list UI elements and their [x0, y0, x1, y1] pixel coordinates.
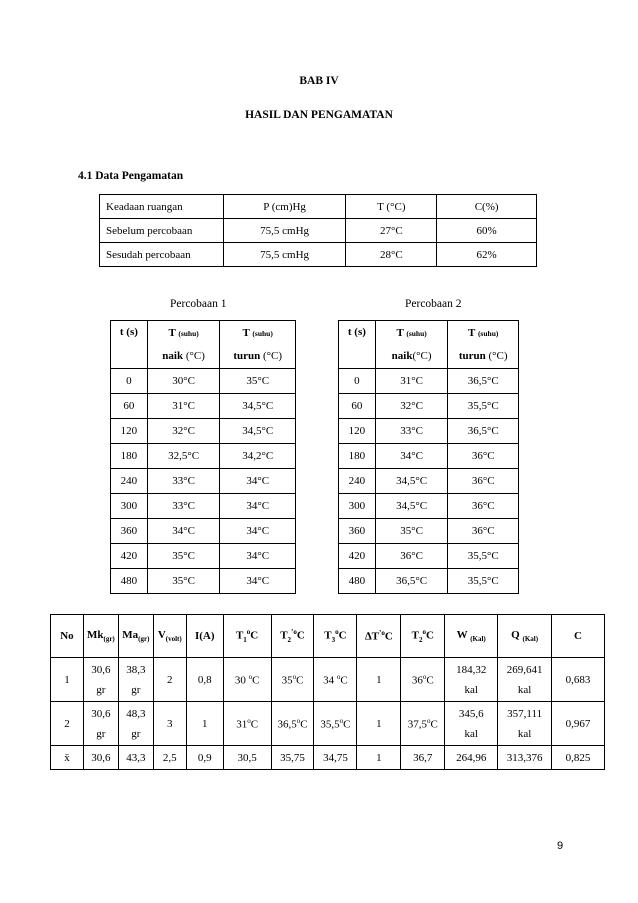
table-cell: 420 [339, 544, 376, 569]
table-cell: 34,5°C [375, 469, 448, 494]
average-cell: 313,376 [498, 746, 552, 770]
no-cell: 1 [51, 658, 84, 702]
t1-header: $T_1^oC$ [223, 615, 271, 658]
t2-cell: 37,5$^o$C [401, 702, 445, 746]
average-cell: 35,75 [271, 746, 314, 770]
table-header-row [51, 615, 605, 658]
time-header: t (s) [111, 321, 148, 369]
q-cell: 357,111 kal [498, 702, 552, 746]
table-row [111, 494, 296, 519]
table-cell: 35°C [375, 519, 448, 544]
temp-turun-header: T (suhu) turun (°C) [448, 321, 519, 369]
t3-cell: 34 $^o$C [314, 658, 357, 702]
average-cell: 0,9 [186, 746, 223, 770]
table-row [111, 519, 296, 544]
page-number: 9 [557, 840, 564, 852]
temp-turun-header: T (suhu) turun (°C) [220, 321, 296, 369]
table-cell: 36°C [448, 444, 519, 469]
table-cell: 31°C [375, 369, 448, 394]
mk-header: $Mk_{(gr)}$ [83, 615, 118, 658]
average-cell: 264,96 [445, 746, 498, 770]
table-cell: 0 [111, 369, 148, 394]
table-cell: 34°C [220, 469, 296, 494]
table-cell: 120 [111, 419, 148, 444]
i-header: I(A) [186, 615, 223, 658]
table-cell: 60 [111, 394, 148, 419]
table-cell: 36,5°C [375, 569, 448, 594]
table-cell: 480 [111, 569, 148, 594]
i-cell: 0,8 [186, 658, 223, 702]
calculation-table [50, 614, 605, 770]
table-cell: 360 [339, 519, 376, 544]
average-cell: 0,825 [552, 746, 605, 770]
table-header-cell: T (°C) [346, 195, 437, 219]
c-header: C [552, 615, 605, 658]
table-cell: 32°C [147, 419, 220, 444]
table-cell: 34°C [220, 519, 296, 544]
table-cell: 75,5 cmHg [223, 219, 346, 243]
table-row [100, 195, 537, 219]
conditions-table [99, 194, 537, 267]
table-cell: 30°C [147, 369, 220, 394]
percobaan-2-title: Percobaan 2 [405, 298, 462, 310]
table-cell: 36,5°C [448, 419, 519, 444]
w-cell: 184,32 kal [445, 658, 498, 702]
ma-cell: 38,3 gr [118, 658, 153, 702]
average-cell: 36,7 [401, 746, 445, 770]
table-row [111, 569, 296, 594]
table-row [111, 369, 296, 394]
table-cell: 35,5°C [448, 394, 519, 419]
table-row [339, 569, 519, 594]
table-cell: 420 [111, 544, 148, 569]
no-header: No [51, 615, 84, 658]
table-cell: 180 [339, 444, 376, 469]
chapter-label: BAB IV [299, 75, 339, 87]
table-cell: 28°C [346, 243, 437, 267]
table-cell: 36°C [448, 519, 519, 544]
chapter-title: HASIL DAN PENGAMATAN [245, 109, 393, 121]
average-cell: 2,5 [153, 746, 186, 770]
no-cell: 2 [51, 702, 84, 746]
temp-naik-header: T (suhu) naik (°C) [147, 321, 220, 369]
table-row [339, 544, 519, 569]
mean-symbol: x̄ [51, 746, 84, 770]
v-header: $V_{(volt)}$ [153, 615, 186, 658]
t3-header: $T_3^oC$ [314, 615, 357, 658]
t2-cell: 36$^o$C [401, 658, 445, 702]
table-row [339, 494, 519, 519]
table-row [111, 544, 296, 569]
table-cell: 33°C [375, 419, 448, 444]
c-cell: 0,683 [552, 658, 605, 702]
table-row [339, 444, 519, 469]
table-cell: 300 [111, 494, 148, 519]
table-header-cell: Keadaan ruangan [100, 195, 224, 219]
table-cell: 35,5°C [448, 569, 519, 594]
t3-cell: 35,5$^o$C [314, 702, 357, 746]
percobaan-1-title: Percobaan 1 [170, 298, 227, 310]
t2a-cell: 35$^o$C [271, 658, 314, 702]
average-cell: 34,75 [314, 746, 357, 770]
q-cell: 269,641 kal [498, 658, 552, 702]
table-cell: 240 [111, 469, 148, 494]
table-cell: 360 [111, 519, 148, 544]
table-cell: 34°C [147, 519, 220, 544]
t2a-header: $T_2^{’o}C$ [271, 615, 314, 658]
temp-naik-header: T (suhu) naik(°C) [375, 321, 448, 369]
table-cell: 36,5°C [448, 369, 519, 394]
table-cell: 35°C [147, 569, 220, 594]
table-cell: 35,5°C [448, 544, 519, 569]
time-header: t (s) [339, 321, 376, 369]
t1-cell: 30 $^o$C [223, 658, 271, 702]
q-header: Q $_{(Kal)}$ [498, 615, 552, 658]
table-cell: 35°C [147, 544, 220, 569]
table-row [339, 394, 519, 419]
dt-cell: 1 [357, 658, 401, 702]
table-header-row [111, 321, 296, 369]
table-row [111, 444, 296, 469]
table-row [339, 469, 519, 494]
table-cell: 180 [111, 444, 148, 469]
table-cell: 480 [339, 569, 376, 594]
table-row [111, 394, 296, 419]
t2-header: $T_2^oC$ [401, 615, 445, 658]
table-header-row [339, 321, 519, 369]
table-cell: Sesudah percobaan [100, 243, 224, 267]
table-cell: 35°C [220, 369, 296, 394]
table-cell: 34°C [220, 569, 296, 594]
mk-cell: 30,6 gr [83, 702, 118, 746]
i-cell: 1 [186, 702, 223, 746]
table-cell: Sebelum percobaan [100, 219, 224, 243]
table-row [51, 658, 605, 702]
mk-cell: 30,6 gr [83, 658, 118, 702]
table-row [111, 469, 296, 494]
table-row [100, 219, 537, 243]
table-cell: 36°C [375, 544, 448, 569]
table-cell: 31°C [147, 394, 220, 419]
w-cell: 345,6 kal [445, 702, 498, 746]
w-header: W $_{(Kal)}$ [445, 615, 498, 658]
v-cell: 2 [153, 658, 186, 702]
table-cell: 34,2°C [220, 444, 296, 469]
average-cell: 30,5 [223, 746, 271, 770]
table-row [111, 419, 296, 444]
table-row [51, 702, 605, 746]
table-cell: 60% [437, 219, 537, 243]
percobaan-2-table [338, 320, 519, 594]
dt-cell: 1 [357, 702, 401, 746]
average-cell: 1 [357, 746, 401, 770]
table-cell: 32°C [375, 394, 448, 419]
average-row [51, 746, 605, 770]
table-cell: 32,5°C [147, 444, 220, 469]
table-cell: 75,5 cmHg [223, 243, 346, 267]
v-cell: 3 [153, 702, 186, 746]
table-cell: 62% [437, 243, 537, 267]
table-cell: 33°C [147, 494, 220, 519]
average-cell: 43,3 [118, 746, 153, 770]
table-cell: 34,5°C [375, 494, 448, 519]
table-cell: 34°C [220, 544, 296, 569]
table-cell: 27°C [346, 219, 437, 243]
table-cell: 33°C [147, 469, 220, 494]
table-header-cell: C(%) [437, 195, 537, 219]
table-cell: 36°C [448, 494, 519, 519]
t2a-cell: 36,5$^o$C [271, 702, 314, 746]
table-row [100, 243, 537, 267]
table-cell: 300 [339, 494, 376, 519]
dt-header: $\Delta T^{’o}C$ [357, 615, 401, 658]
table-row [339, 369, 519, 394]
t1-cell: 31$^o$C [223, 702, 271, 746]
average-cell: 30,6 [83, 746, 118, 770]
section-title: 4.1 Data Pengamatan [78, 170, 184, 182]
table-cell: 60 [339, 394, 376, 419]
table-cell: 120 [339, 419, 376, 444]
ma-cell: 48,3 gr [118, 702, 153, 746]
table-cell: 0 [339, 369, 376, 394]
table-cell: 240 [339, 469, 376, 494]
table-cell: 36°C [448, 469, 519, 494]
table-cell: 34,5°C [220, 419, 296, 444]
table-row [339, 519, 519, 544]
table-cell: 34,5°C [220, 394, 296, 419]
ma-header: $Ma_{(gr)}$ [118, 615, 153, 658]
c-cell: 0,967 [552, 702, 605, 746]
table-cell: 34°C [220, 494, 296, 519]
table-cell: 34°C [375, 444, 448, 469]
table-header-cell: P (cm)Hg [223, 195, 346, 219]
percobaan-1-table [110, 320, 296, 594]
table-row [339, 419, 519, 444]
